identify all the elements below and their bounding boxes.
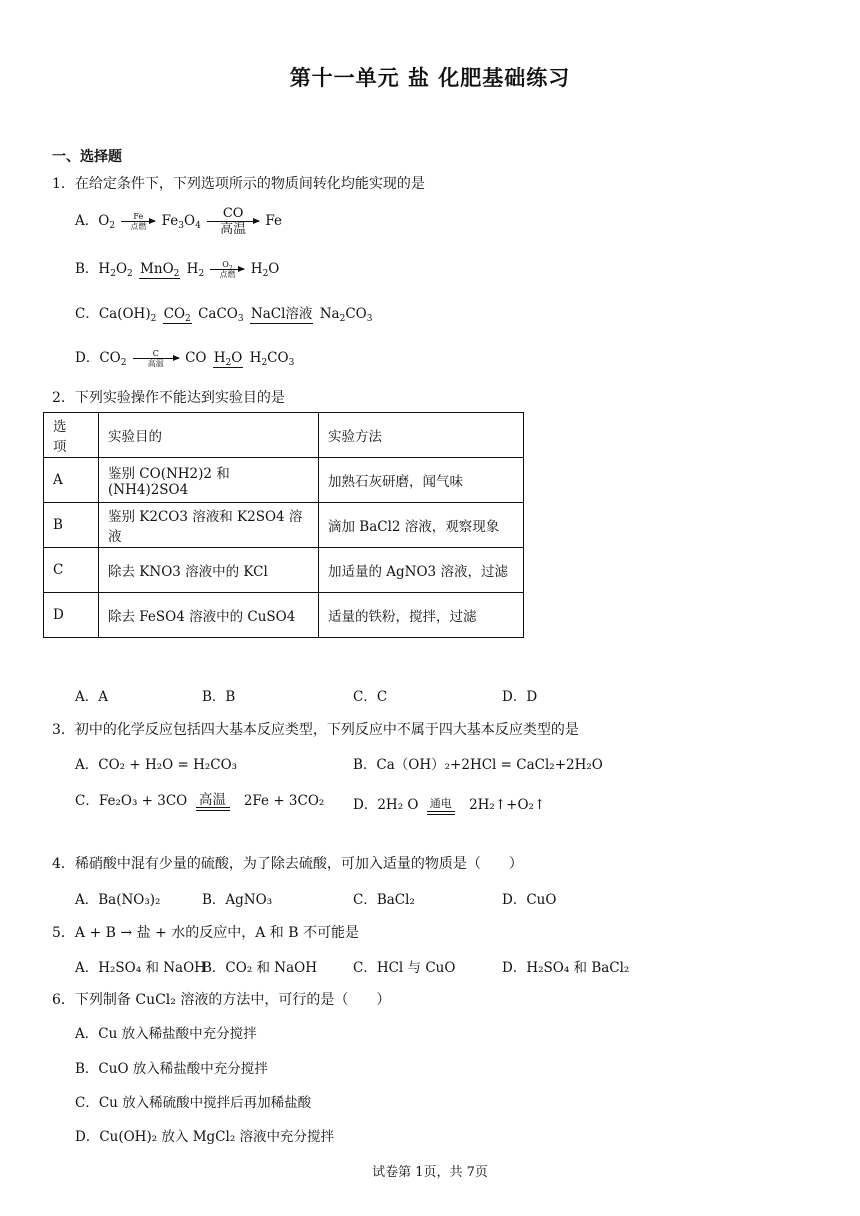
table-cell: A [44,458,99,503]
table-header-row [44,413,524,458]
experiment-table [43,412,524,638]
q3-option-c[interactable]: C．Fe₂O₃ + 3CO 高温 2Fe + 3CO₂ [75,791,325,809]
table-header-cell: 实验目的 [99,413,319,458]
question-3-stem: 3．初中的化学反应包括四大基本反应类型，下列反应中不属于四大基本反应类型的是 [52,722,579,738]
table-cell: C [44,548,99,593]
reaction-condition: $H_2O$ [213,350,243,368]
reaction-arrow: C 高温 [133,349,179,368]
reaction-arrow: Fe 点燃 [121,212,155,231]
q1-option-a[interactable]: A．$O_2$ Fe 点燃 $Fe_3O_4$ CO 高温 Fe [75,206,283,237]
q5-option-d[interactable]: D．H₂SO₄ 和 BaCl₂ [502,960,630,976]
table-cell: 加熟石灰研磨，闻气味 [319,458,524,503]
page-title: 第十一单元 盐 化肥基础练习 [289,66,571,90]
table-row [44,593,524,638]
table-cell: 除去 FeSO4 溶液中的 CuSO4 [99,593,319,638]
q2-option-c[interactable]: C．C [353,689,388,705]
table-header-cell: 选 项 [44,413,99,458]
q6-option-d[interactable]: D．Cu(OH)₂ 放入 MgCl₂ 溶液中充分搅拌 [75,1129,335,1145]
table-cell: 滴加 BaCl2 溶液，观察现象 [319,503,524,548]
table-cell: 除去 KNO3 溶液中的 KCl [99,548,319,593]
question-1-stem: 1．在给定条件下，下列选项所示的物质间转化均能实现的是 [52,176,425,192]
q6-option-a[interactable]: A．Cu 放入稀盐酸中充分搅拌 [75,1026,257,1042]
q1-option-b[interactable]: B．$H_2O_2$ MnO$_2$ $H_2$ $O_2$ 点燃 $H_2O$ [75,260,280,279]
q2-option-b[interactable]: B．B [202,689,236,705]
page-footer: 试卷第 1页，共 7页 [372,1165,488,1180]
question-5-stem: 5．A + B → 盐 + 水的反应中，A 和 B 不可能是 [52,925,359,941]
q6-option-c[interactable]: C．Cu 放入稀硫酸中搅拌后再加稀盐酸 [75,1095,312,1111]
question-6-stem: 6．下列制备 CuCl₂ 溶液的方法中，可行的是（ ） [52,992,391,1008]
table-cell: 鉴别 CO(NH2)2 和(NH4)2SO4 [99,458,319,503]
reaction-condition: $CO_2$ [163,306,191,324]
table-row [44,458,524,503]
table-row [44,503,524,548]
q5-option-a[interactable]: A．H₂SO₄ 和 NaOH [75,960,206,976]
section-heading: 一、选择题 [52,149,122,165]
reaction-condition: MnO$_2$ [140,261,180,279]
table-cell: B [44,503,99,548]
table-cell: 鉴别 K2CO3 溶液和 K2SO4 溶液 [99,503,319,548]
q5-option-c[interactable]: C．HCl 与 CuO [353,960,456,976]
table-row [44,548,524,593]
reaction-arrow: $O_2$ 点燃 [210,260,244,279]
table-cell: 加适量的 AgNO3 溶液，过滤 [319,548,524,593]
table-cell: 适量的铁粉，搅拌，过滤 [319,593,524,638]
question-4-stem: 4．稀硝酸中混有少量的硫酸，为了除去硫酸，可加入适量的物质是（ ） [52,856,523,872]
reaction-arrow: CO 高温 [207,206,259,237]
q4-option-d[interactable]: D．CuO [502,892,557,908]
q3-option-b[interactable]: B．Ca（OH）₂+2HCl = CaCl₂+2H₂O [353,757,603,773]
q3-option-d[interactable]: D．2H₂ O 通电 2H₂↑+O₂↑ [353,796,546,813]
q4-option-b[interactable]: B．AgNO₃ [202,892,273,908]
table-header-cell: 实验方法 [319,413,524,458]
q2-option-d[interactable]: D．D [502,689,538,705]
q1-option-d[interactable]: D．$CO_2$ C 高温 CO $H_2O$ $H_2CO_3$ [75,349,295,368]
question-2-stem: 2．下列实验操作不能达到实验目的是 [52,390,285,406]
reaction-condition: 高温 [196,793,230,811]
q2-option-a[interactable]: A．A [75,689,108,705]
q4-option-a[interactable]: A．Ba(NO₃)₂ [75,892,161,908]
q5-option-b[interactable]: B．CO₂ 和 NaOH [202,960,318,976]
reaction-condition: NaCl溶液 [250,302,314,324]
reaction-condition: 通电 [427,797,455,815]
table-cell: D [44,593,99,638]
q4-option-c[interactable]: C．BaCl₂ [353,892,415,908]
q6-option-b[interactable]: B．CuO 放入稀盐酸中充分搅拌 [75,1061,268,1077]
q1-option-c[interactable]: C．$Ca(OH)_2$ $CO_2$ CaCO$_3$ NaCl溶液 $Na_2CO_3$ [75,302,372,324]
q3-option-a[interactable]: A．CO₂ + H₂O = H₂CO₃ [75,757,238,773]
